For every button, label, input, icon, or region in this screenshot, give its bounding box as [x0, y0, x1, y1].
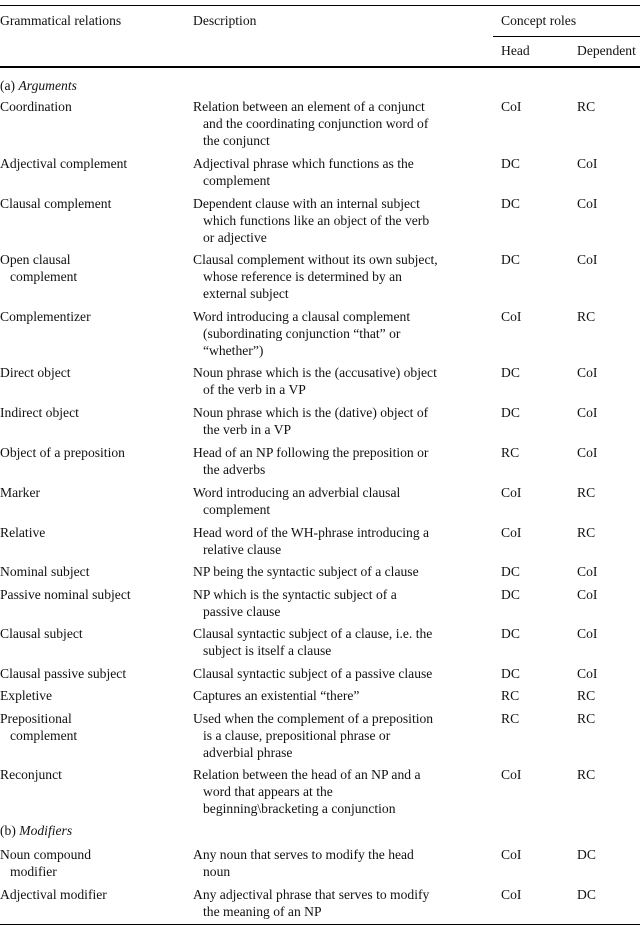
header-concept-roles: Concept roles [501, 13, 577, 28]
description-cell [193, 404, 483, 438]
description-line: subject is itself a clause [203, 643, 332, 658]
section-modifiers-prefix: (b) [0, 823, 20, 838]
relation-cell [0, 886, 185, 903]
relation-line: Marker [0, 485, 41, 500]
relation-line: Indirect object [0, 405, 79, 420]
relation-cell [0, 687, 185, 704]
description-line: Used when the complement of a preposition [193, 711, 434, 726]
dependent-role-cell: RC [577, 767, 596, 782]
section-arguments-prefix: (a) [0, 78, 19, 93]
relation-cell [0, 563, 185, 580]
description-line: Clausal syntactic subject of a passive clause [193, 666, 433, 681]
description-line: Head word of the WH-phrase introducing a [193, 525, 430, 540]
head-role-cell: DC [501, 196, 520, 211]
head-role-cell: DC [501, 365, 520, 380]
description-line: Relation between an element of a conjunct [193, 99, 425, 114]
description-cell [193, 484, 483, 518]
header-description: Description [193, 13, 257, 28]
relation-cell [0, 155, 185, 172]
description-line: beginning\bracketing a conjunction [203, 801, 396, 816]
dependent-role-cell: CoI [577, 445, 598, 460]
description-line: complement [203, 173, 271, 188]
relation-cell [0, 766, 185, 783]
relation-line: Nominal subject [0, 564, 90, 579]
description-line: whose reference is determined by an [203, 269, 402, 284]
section-modifiers-label: Modifiers [19, 823, 73, 838]
head-role-cell: CoI [501, 887, 522, 902]
description-line: relative clause [203, 542, 282, 557]
description-line: which functions like an object of the verb [203, 213, 430, 228]
description-cell [193, 98, 483, 149]
description-cell [193, 195, 483, 246]
description-line: word that appears at the [203, 784, 333, 799]
head-role-cell: DC [501, 587, 520, 602]
head-role-cell: RC [501, 445, 520, 460]
relation-cell [0, 484, 185, 501]
description-cell [193, 444, 483, 478]
description-cell [193, 625, 483, 659]
bottom-rule [0, 924, 640, 925]
description-cell [193, 524, 483, 558]
description-line: the conjunct [203, 133, 270, 148]
dependent-role-cell: RC [577, 309, 596, 324]
description-line: external subject [203, 286, 289, 301]
description-line: Dependent clause with an internal subject [193, 196, 420, 211]
description-cell [193, 687, 483, 704]
head-role-cell: DC [501, 405, 520, 420]
head-role-cell: CoI [501, 847, 522, 862]
description-line: the verb in a VP [203, 422, 292, 437]
relation-cell [0, 846, 185, 880]
relation-cell [0, 251, 185, 285]
dependent-role-cell: CoI [577, 587, 598, 602]
relation-line: Clausal complement [0, 196, 112, 211]
dependent-role-cell: RC [577, 688, 596, 703]
relation-line: Prepositional [0, 711, 72, 726]
head-role-cell: DC [501, 564, 520, 579]
relation-line: Reconjunct [0, 767, 62, 782]
dependent-role-cell: DC [577, 887, 596, 902]
relation-line: Expletive [0, 688, 53, 703]
description-cell [193, 155, 483, 189]
description-line: NP which is the syntactic subject of a [193, 587, 397, 602]
head-role-cell: CoI [501, 525, 522, 540]
dependent-role-cell: RC [577, 525, 596, 540]
relation-cell [0, 625, 185, 642]
section-arguments [0, 77, 77, 94]
description-line: Captures an existential “there” [193, 688, 360, 703]
description-line: is a clause, prepositional phrase or [203, 728, 391, 743]
head-role-cell: CoI [501, 767, 522, 782]
relation-line: Clausal subject [0, 626, 83, 641]
description-line: and the coordinating conjunction word of [203, 116, 429, 131]
description-cell [193, 665, 483, 682]
description-line: Clausal syntactic subject of a clause, i.e. the [193, 626, 433, 641]
description-line: or adjective [203, 230, 267, 245]
description-line: passive clause [203, 604, 281, 619]
description-line: the meaning of an NP [203, 904, 322, 919]
relation-line: Passive nominal subject [0, 587, 131, 602]
head-role-cell: CoI [501, 309, 522, 324]
relation-line: Adjectival modifier [0, 887, 107, 902]
relation-cell [0, 364, 185, 381]
relation-cell [0, 444, 185, 461]
description-line: Relation between the head of an NP and a [193, 767, 421, 782]
head-role-cell: DC [501, 666, 520, 681]
description-cell [193, 586, 483, 620]
description-line: of the verb in a VP [203, 382, 306, 397]
relation-cell [0, 404, 185, 421]
relation-cell [0, 665, 185, 682]
description-line: complement [203, 502, 271, 517]
relation-line: Adjectival complement [0, 156, 128, 171]
relation-line: modifier [10, 864, 57, 879]
description-line: Any adjectival phrase that serves to modify [193, 887, 430, 902]
relation-cell [0, 586, 185, 603]
section-arguments-label: Arguments [18, 78, 77, 93]
relation-cell [0, 195, 185, 212]
head-role-cell: DC [501, 626, 520, 641]
relation-cell [0, 98, 185, 115]
description-cell [193, 364, 483, 398]
description-line: Word introducing a clausal complement [193, 309, 411, 324]
description-line: Clausal complement without its own subject, [193, 252, 438, 267]
dependent-role-cell: RC [577, 99, 596, 114]
description-line: Noun phrase which is the (dative) object of [193, 405, 429, 420]
description-line: (subordinating conjunction “that” or [203, 326, 401, 341]
header-dependent: Dependent [577, 43, 636, 58]
description-line: NP being the syntactic subject of a clause [193, 564, 419, 579]
head-role-cell: RC [501, 711, 520, 726]
relation-cell [0, 710, 185, 744]
header-rule [0, 66, 640, 68]
description-cell [193, 251, 483, 302]
description-line: Noun phrase which is the (accusative) object [193, 365, 437, 380]
dependent-role-cell: CoI [577, 405, 598, 420]
relation-line: complement [10, 269, 78, 284]
dependent-role-cell: CoI [577, 564, 598, 579]
description-line: adverbial phrase [203, 745, 293, 760]
description-line: Word introducing an adverbial clausal [193, 485, 401, 500]
description-line: “whether”) [203, 343, 264, 358]
relation-line: Direct object [0, 365, 71, 380]
dependent-role-cell: RC [577, 485, 596, 500]
description-line: Any noun that serves to modify the head [193, 847, 414, 862]
header-relation: Grammatical relations [0, 13, 122, 28]
relation-line: Complementizer [0, 309, 91, 324]
dependent-role-cell: CoI [577, 666, 598, 681]
header-head: Head [501, 43, 530, 58]
head-role-cell: CoI [501, 99, 522, 114]
dependent-role-cell: CoI [577, 252, 598, 267]
description-line: the adverbs [203, 462, 266, 477]
relation-line: Clausal passive subject [0, 666, 127, 681]
top-rule [0, 5, 640, 6]
relation-line: Noun compound [0, 847, 91, 862]
description-cell [193, 766, 483, 817]
head-role-cell: CoI [501, 485, 522, 500]
description-cell [193, 563, 483, 580]
relation-cell [0, 524, 185, 541]
relation-line: complement [10, 728, 78, 743]
head-role-cell: DC [501, 156, 520, 171]
description-cell [193, 846, 483, 880]
description-cell [193, 308, 483, 359]
head-role-cell: RC [501, 688, 520, 703]
description-line: noun [203, 864, 231, 879]
relation-line: Coordination [0, 99, 72, 114]
dependent-role-cell: CoI [577, 196, 598, 211]
head-role-cell: DC [501, 252, 520, 267]
dependent-role-cell: DC [577, 847, 596, 862]
section-modifiers [0, 822, 72, 839]
description-cell [193, 710, 483, 761]
dependent-role-cell: RC [577, 711, 596, 726]
description-line: Adjectival phrase which functions as the [193, 156, 414, 171]
relation-line: Open clausal [0, 252, 71, 267]
dependent-role-cell: CoI [577, 365, 598, 380]
relation-line: Relative [0, 525, 46, 540]
description-line: Head of an NP following the preposition or [193, 445, 429, 460]
dependent-role-cell: CoI [577, 156, 598, 171]
relation-line: Object of a preposition [0, 445, 125, 460]
concept-roles-rule [493, 36, 640, 37]
relation-cell [0, 308, 185, 325]
dependent-role-cell: CoI [577, 626, 598, 641]
description-cell [193, 886, 483, 920]
